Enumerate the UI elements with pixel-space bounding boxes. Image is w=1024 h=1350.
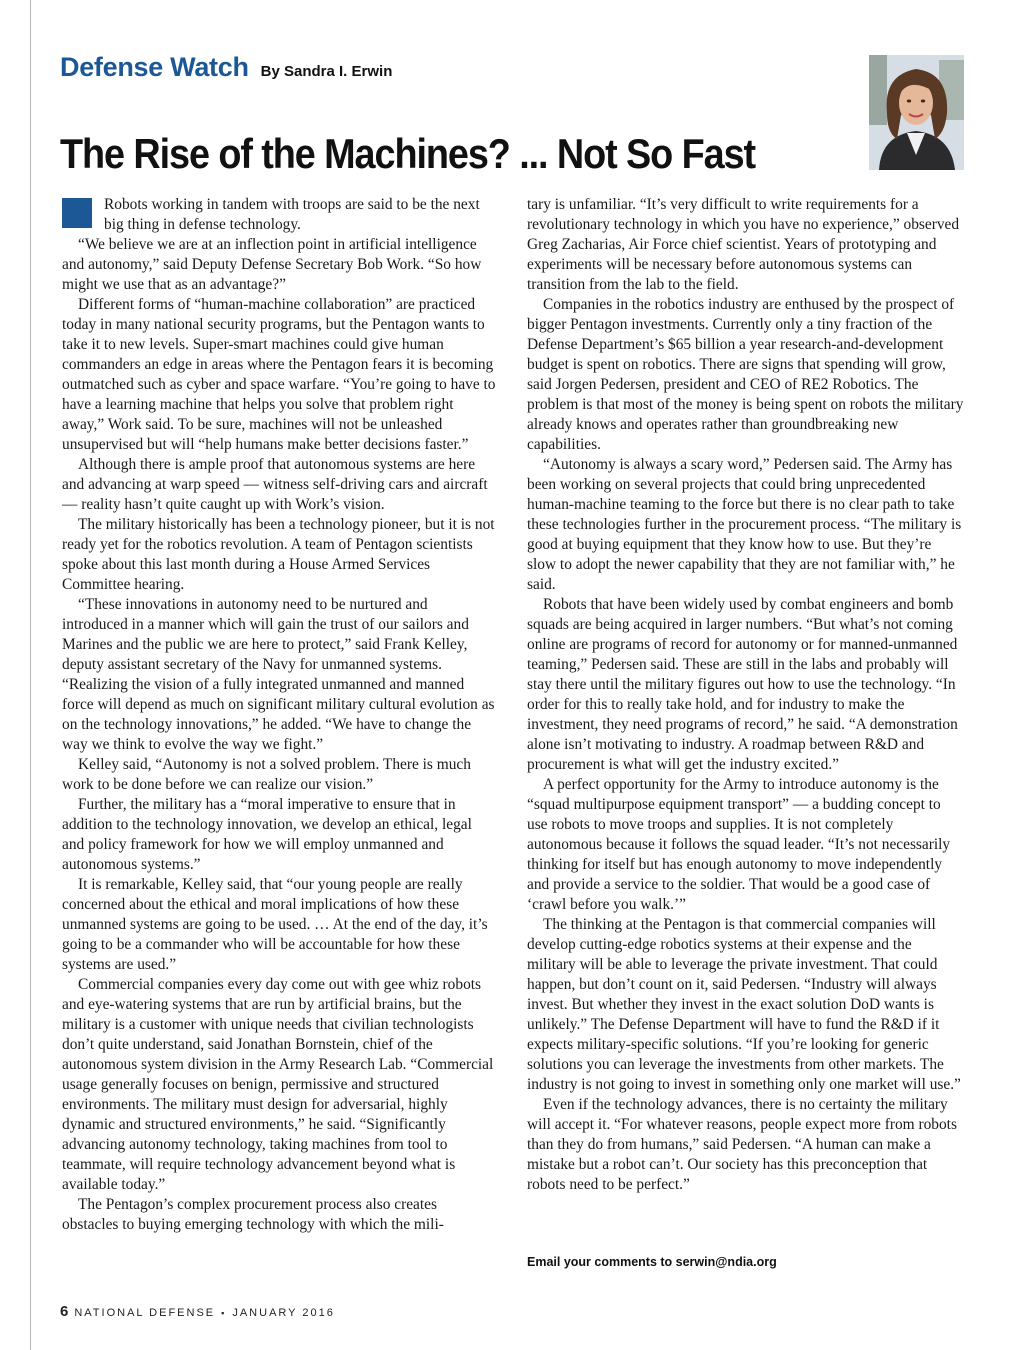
author-photo [869,55,964,170]
paragraph: “Autonomy is always a scary word,” Pedersen said. The Army has been working on several projects that could bring unprecedented human-machine teaming to the force but there is no clear path to take these technologies further in the procurement process. “The military is good at buying equipment that they know how to use. But they’re slow to adopt the newer capability that they are not familiar with,” he said. [527,456,962,593]
paragraph: Robots that have been widely used by combat engineers and bomb squads are being acquired in larger numbers. “But what’s not coming online are programs of record for autonomy or for manned-unmanned teaming,” Pedersen said. These are still in the labs and probably will stay there until the military figures out how to use the technology. “In order for this to really take hold, and for industry to make the investment, they need programs of record,” he said. “A demonstration alone isn’t motivating to industry. A roadmap between R&D and procurement is what will get the industry excited.” [527,596,958,773]
page-margin-rule [30,0,31,1350]
author-portrait-icon [869,55,964,170]
column-header [60,52,392,83]
page-footer [60,1303,335,1320]
page-number: 6 [60,1303,69,1320]
paragraph: tary is unfamiliar. “It’s very difficult to write requirements for a revolutionary technology in which you have no experience,” observed Greg Zacharias, Air Force chief scientist. Years of prototyping and experiments will be necessary before autonomous systems can transition from the lab to the field. [527,196,960,293]
paragraph: Even if the technology advances, there is no certainty the military will accept it. “For whatever reasons, people expect more from robots than they do from humans,” said Pedersen. “A human can make a mistake but a robot can’t. Our society has this preconception that robots need to be perfect.” [527,1096,957,1193]
paragraph: The military historically has been a technology pioneer, but it is not ready yet for the robotics revolution. A team of Pentagon scientists spoke about this last month during a House Armed Services Committee hearing. [62,516,495,593]
column-name: Defense Watch [60,52,249,82]
paragraph: Commercial companies every day come out with gee whiz robots and eye-watering systems that are run by artificial brains, but the military is a customer with unique needs that civilian technologists don’t quite understand, said Jonathan Bornstein, chief of the autonomous system division in the Army Research Lab. “Commercial usage generally focuses on benign, permissive and structured environments. The military must design for adversarial, highly dynamic and structured environments,” he said. “Significantly advancing autonomy technology, taking machines from tool to teammate, will require technology advancement beyond what is available today.” [62,976,494,1193]
paragraph: Robots working in tandem with troops are said to be the next big thing in defense technology. [104,196,480,233]
paragraph: Although there is ample proof that autonomous systems are here and advancing at warp speed — witness self-driving cars and aircraft — reality hasn’t quite caught up with Work’s vision. [62,456,488,513]
paragraph: Companies in the robotics industry are enthused by the prospect of bigger Pentagon investments. Currently only a tiny fraction of the Defense Department’s $65 billion a year research-and-development budget is spent on robotics. There are signs that spending will grow, said Jorgen Pedersen, president and CEO of RE2 Robotics. The problem is that most of the money is being spent on robots the military already knows and operates rather than groundbreaking new capabilities. [527,296,964,453]
paragraph: Further, the military has a “moral imperative to ensure that in addition to the technology innovation, we develop an ethical, legal and policy framework for how we will employ unmanned and autonomous systems.” [62,796,472,873]
issue-date: JANUARY 2016 [232,1307,335,1319]
article-left-column [62,195,496,1235]
paragraph: A perfect opportunity for the Army to introduce autonomy is the “squad multipurpose equipment transport” — a budding concept to use robots to move troops and supplies. It is not completely autonomous because it follows the squad leader. “It’s not necessarily thinking for itself but has enough autonomy to move independently and provide a service to the soldier. That would be a good case of ‘crawl before you walk.’” [527,776,951,913]
paragraph: “We believe we are at an inflection point in artificial intelligence and autonomy,” said Deputy Defense Secretary Bob Work. “So how might we use that as an advantage?” [62,236,482,293]
paragraph: Kelley said, “Autonomy is not a solved problem. There is much work to be done before we can realize our vision.” [62,756,471,793]
paragraph: Different forms of “human-machine collaboration” are practiced today in many national security programs, but the Pentagon wants to take it to new levels. Super-smart machines could give human commanders an edge in areas where the Pentagon fears it is becoming outmatched such as cyber and space warfare. “You’re going to have to have a learning machine that helps you solve that problem right away,” Work said. To be sure, machines will not be unleashed unsupervised but will “help humans make better decisions faster.” [62,296,496,453]
paragraph: “These innovations in autonomy need to be nurtured and introduced in a manner which will gain the trust of our sailors and Marines and the public we are here to protect,” said Frank Kelley, deputy assistant secretary of the Navy for unmanned systems. “Realizing the vision of a fully integrated unmanned and manned force will depend as much on significant military cultural evolution as on the technology innovations,” he added. “We have to change the way we think to evolve the way we fight.” [62,596,495,753]
drop-square-icon [62,198,92,228]
paragraph: The thinking at the Pentagon is that commercial companies will develop cutting-edge robotics systems at their expense and the military will be able to leverage the private investment. That could happen, but don’t count on it, said Pedersen. “Industry will always invest. But whether they invest in the exact solution DoD wants is unlikely.” The Defense Department will have to fund the R&D if it expects military-specific solutions. “If you’re looking for generic solutions you can leverage the investments from other markets. The industry is not going to invest in something only one market will use.” [527,916,961,1093]
footer-separator: ▪ [221,1308,227,1318]
article-right-column [527,195,964,1195]
byline: By Sandra I. Erwin [260,63,393,80]
publication-name: NATIONAL DEFENSE [74,1307,216,1319]
email-comments-line: Email your comments to serwin@ndia.org [527,1255,777,1269]
paragraph: It is remarkable, Kelley said, that “our young people are really concerned about the ethical and moral implications of how these unmanned systems are going to be used. … At the end of the day, it’s going to be a commander who will be accountable for how these systems are used.” [62,876,488,973]
paragraph: The Pentagon’s complex procurement process also creates obstacles to buying emerging technology with which the mili- [62,1196,444,1233]
headline: The Rise of the Machines? ... Not So Fast [60,130,756,177]
